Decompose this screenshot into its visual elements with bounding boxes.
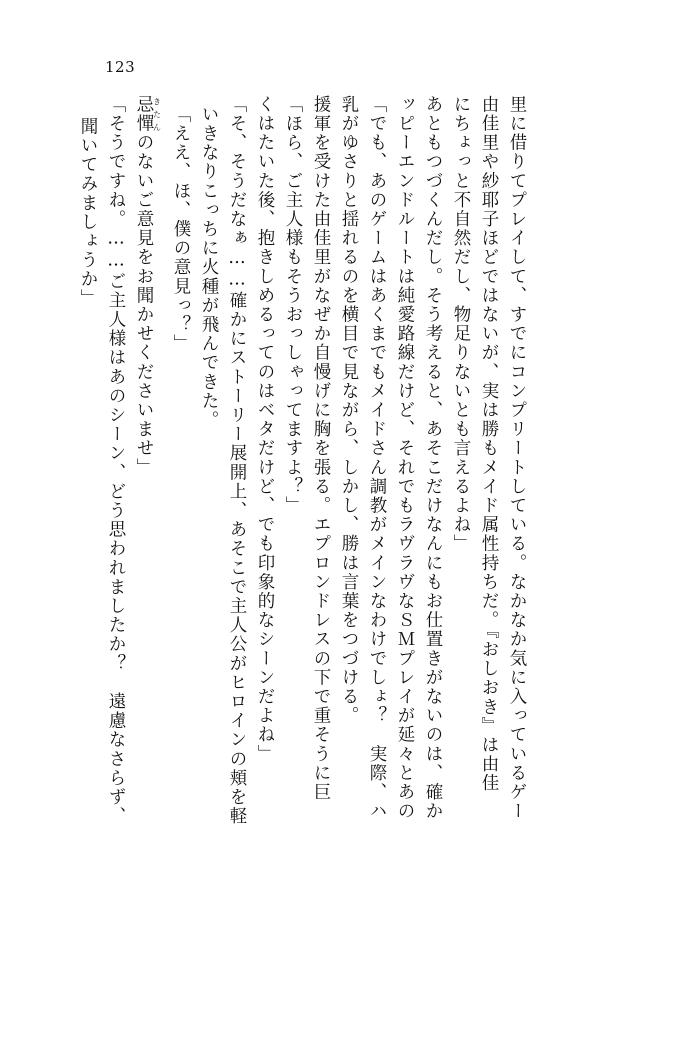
text-column: 乳がゆさりと揺れるのを横目で見ながら、しかし、勝は言葉をつづける。 <box>339 95 359 726</box>
text-column: 「そうですね。……ご主人様はあのシーン、どう思われましたか？ 遠慮なさらず、 <box>106 95 126 826</box>
text-column: 「そ、そうだなぁ……確かにストーリー展開上、あそこで主人公がヒロインの頬を軽 <box>227 95 247 826</box>
text-column: 里に借りてプレイして、すでにコンプリートしている。なかなか気に入っているゲー <box>507 95 527 821</box>
text-column: 忌憚きたんのないご意見をお聞かせくださいませ」 <box>134 95 162 478</box>
text-column: 援軍を受けた由佳里がなぜか自慢げに胸を張る。エプロンドレスの下で重そうに巨 <box>311 95 331 802</box>
text-column: 「でも、あのゲームはあくまでもメイドさん調教がメインなわけでしょ？ 実際、ハ <box>367 95 387 821</box>
vertical-text-body <box>68 95 628 995</box>
ruby-annotation: 忌憚きたん <box>134 95 162 134</box>
text-column: にちょっと不自然だし、物足りないとも言えるよね」 <box>451 95 471 554</box>
text-column: 由佳里や紗耶子ほどではないが、実は勝もメイド属性持ちだ。『おしおき』は由佳 <box>479 95 499 793</box>
text-column: ッピーエンドルートは純愛路線だけど、それでもラヴラヴなＳＭプレイが延々とあの <box>395 95 415 821</box>
text-column: 聞いてみましょうか」 <box>78 117 98 308</box>
text-column: いきなりこっちに火種が飛んできた。 <box>199 105 219 430</box>
text-column: 「ほら、ご主人様もそうおっしゃってますよ？」 <box>283 95 303 516</box>
page-number: 123 <box>105 58 136 76</box>
text-column: 「ええ、ほ、僕の意見っ？」 <box>171 105 191 354</box>
text-column: あともつづくんだし。そう考えると、あそこだけなんにもお仕置きがないのは、確か <box>423 95 443 821</box>
text-column: くはたいた後、抱きしめるってのはベタだけど、でも印象的なシーンだよね」 <box>255 95 275 764</box>
